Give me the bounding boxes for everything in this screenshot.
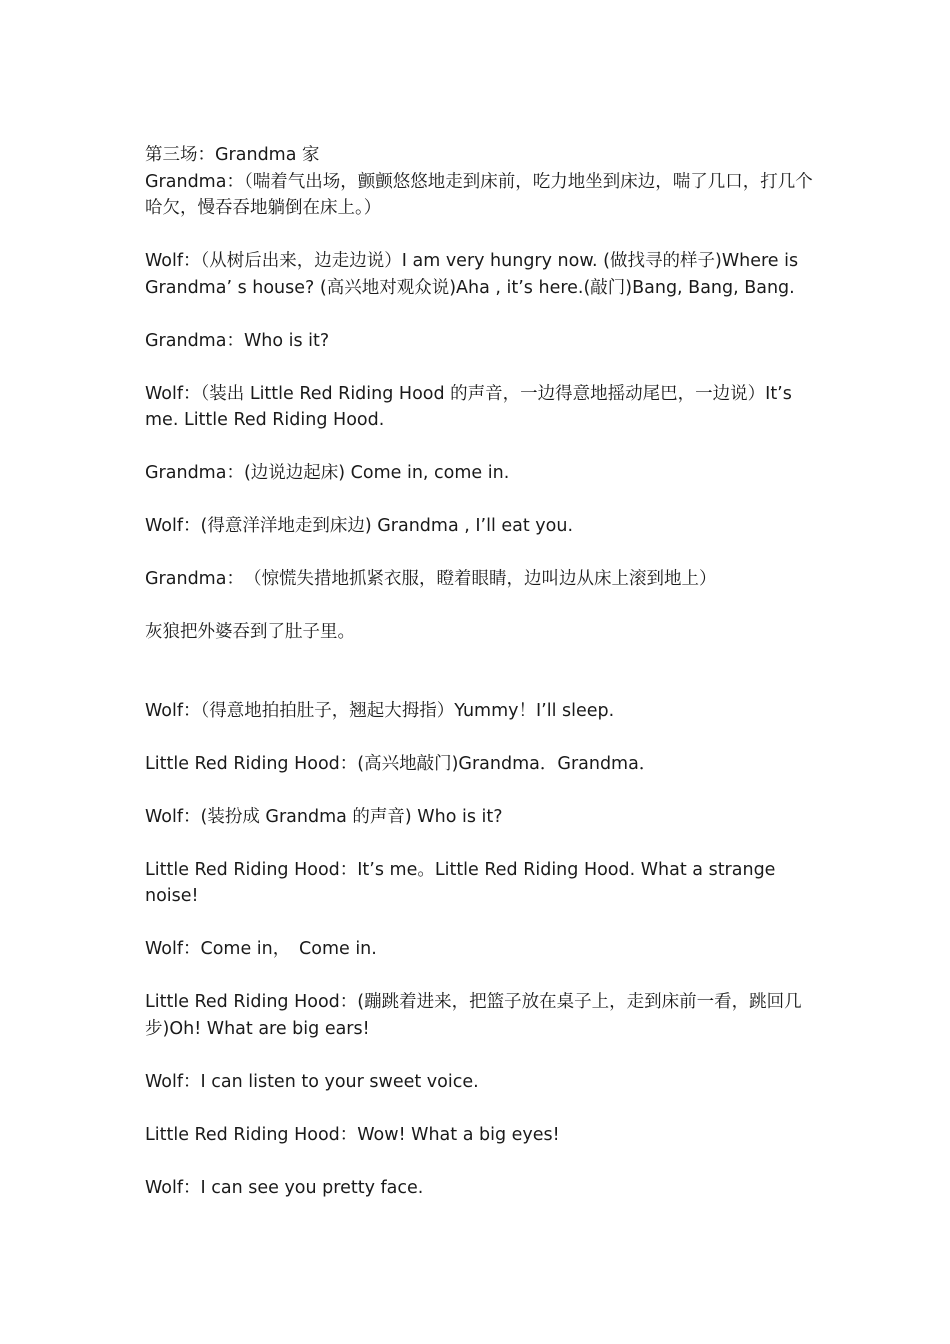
dialogue-line: Little Red Riding Hood：(高兴地敲门)Grandma．Grandma． <box>145 753 657 774</box>
dialogue-line: Wolf：Come in， Come in. <box>145 939 377 959</box>
paragraph-gap <box>145 777 815 804</box>
dialogue-line: Wolf：(得意洋洋地走到床边) Grandma , I’ll eat you. <box>145 516 574 536</box>
paragraph-gap <box>145 540 815 567</box>
dialogue-line: Little Red Riding Hood：It’s me。Little Red Riding Hood. What a strange noise! <box>145 859 776 906</box>
dialogue-line: Wolf：（从树后出来，边走边说）I am very hungry now. (做找寻的样子)Where is Grandma’ s house? (高兴地对观众说)Aha , it’s here.(敲门)Bang, Bang, Bang. <box>145 251 799 298</box>
dialogue-line: Wolf：(装扮成 Grandma 的声音) Who is it? <box>145 806 503 827</box>
paragraph-gap <box>145 593 815 620</box>
paragraph-gap <box>145 434 815 461</box>
paragraph-gap <box>145 222 815 249</box>
dialogue-line: Wolf：I can listen to your sweet voice. <box>145 1071 479 1092</box>
paragraph-gap <box>145 724 815 751</box>
dialogue-line: Grandma：（喘着气出场，颤颤悠悠地走到床前，吃力地坐到床边，喘了几口，打几个哈欠，慢吞吞地躺倒在床上。） <box>145 171 813 218</box>
paragraph-gap <box>145 963 815 990</box>
paragraph-gap <box>145 1095 815 1122</box>
dialogue-line: Grandma：Who is it? <box>145 330 330 351</box>
paragraph-gap <box>145 301 815 328</box>
narration-line: 灰狼把外婆吞到了肚子里。 <box>145 622 355 642</box>
dialogue-line: Wolf：（得意地拍拍肚子，翘起大拇指）Yummy！I’ll sleep. <box>145 700 615 721</box>
dialogue-line: Little Red Riding Hood：(蹦跳着进来，把篮子放在桌子上，走到床前一看，跳回几步)Oh! What are big ears! <box>145 992 802 1039</box>
document-body <box>145 142 815 1201</box>
dialogue-line: Grandma：(边说边起床) Come in, come in. <box>145 463 510 483</box>
paragraph-gap <box>145 910 815 937</box>
paragraph-gap <box>145 487 815 514</box>
paragraph-gap <box>145 1148 815 1175</box>
scene-heading: 第三场：Grandma 家 <box>145 145 320 165</box>
dialogue-line: Grandma： （惊慌失措地抓紧衣服，瞪着眼睛，边叫边从床上滚到地上） <box>145 569 717 589</box>
paragraph-gap <box>145 646 815 698</box>
dialogue-line: Little Red Riding Hood：Wow! What a big eyes! <box>145 1124 560 1145</box>
dialogue-line: Wolf：I can see you pretty face. <box>145 1177 424 1198</box>
paragraph-gap <box>145 1042 815 1069</box>
dialogue-line: Wolf：（装出 Little Red Riding Hood 的声音，一边得意地摇动尾巴，一边说）It’s me. Little Red Riding Hood. <box>145 383 792 430</box>
paragraph-gap <box>145 354 815 381</box>
paragraph-gap <box>145 830 815 857</box>
